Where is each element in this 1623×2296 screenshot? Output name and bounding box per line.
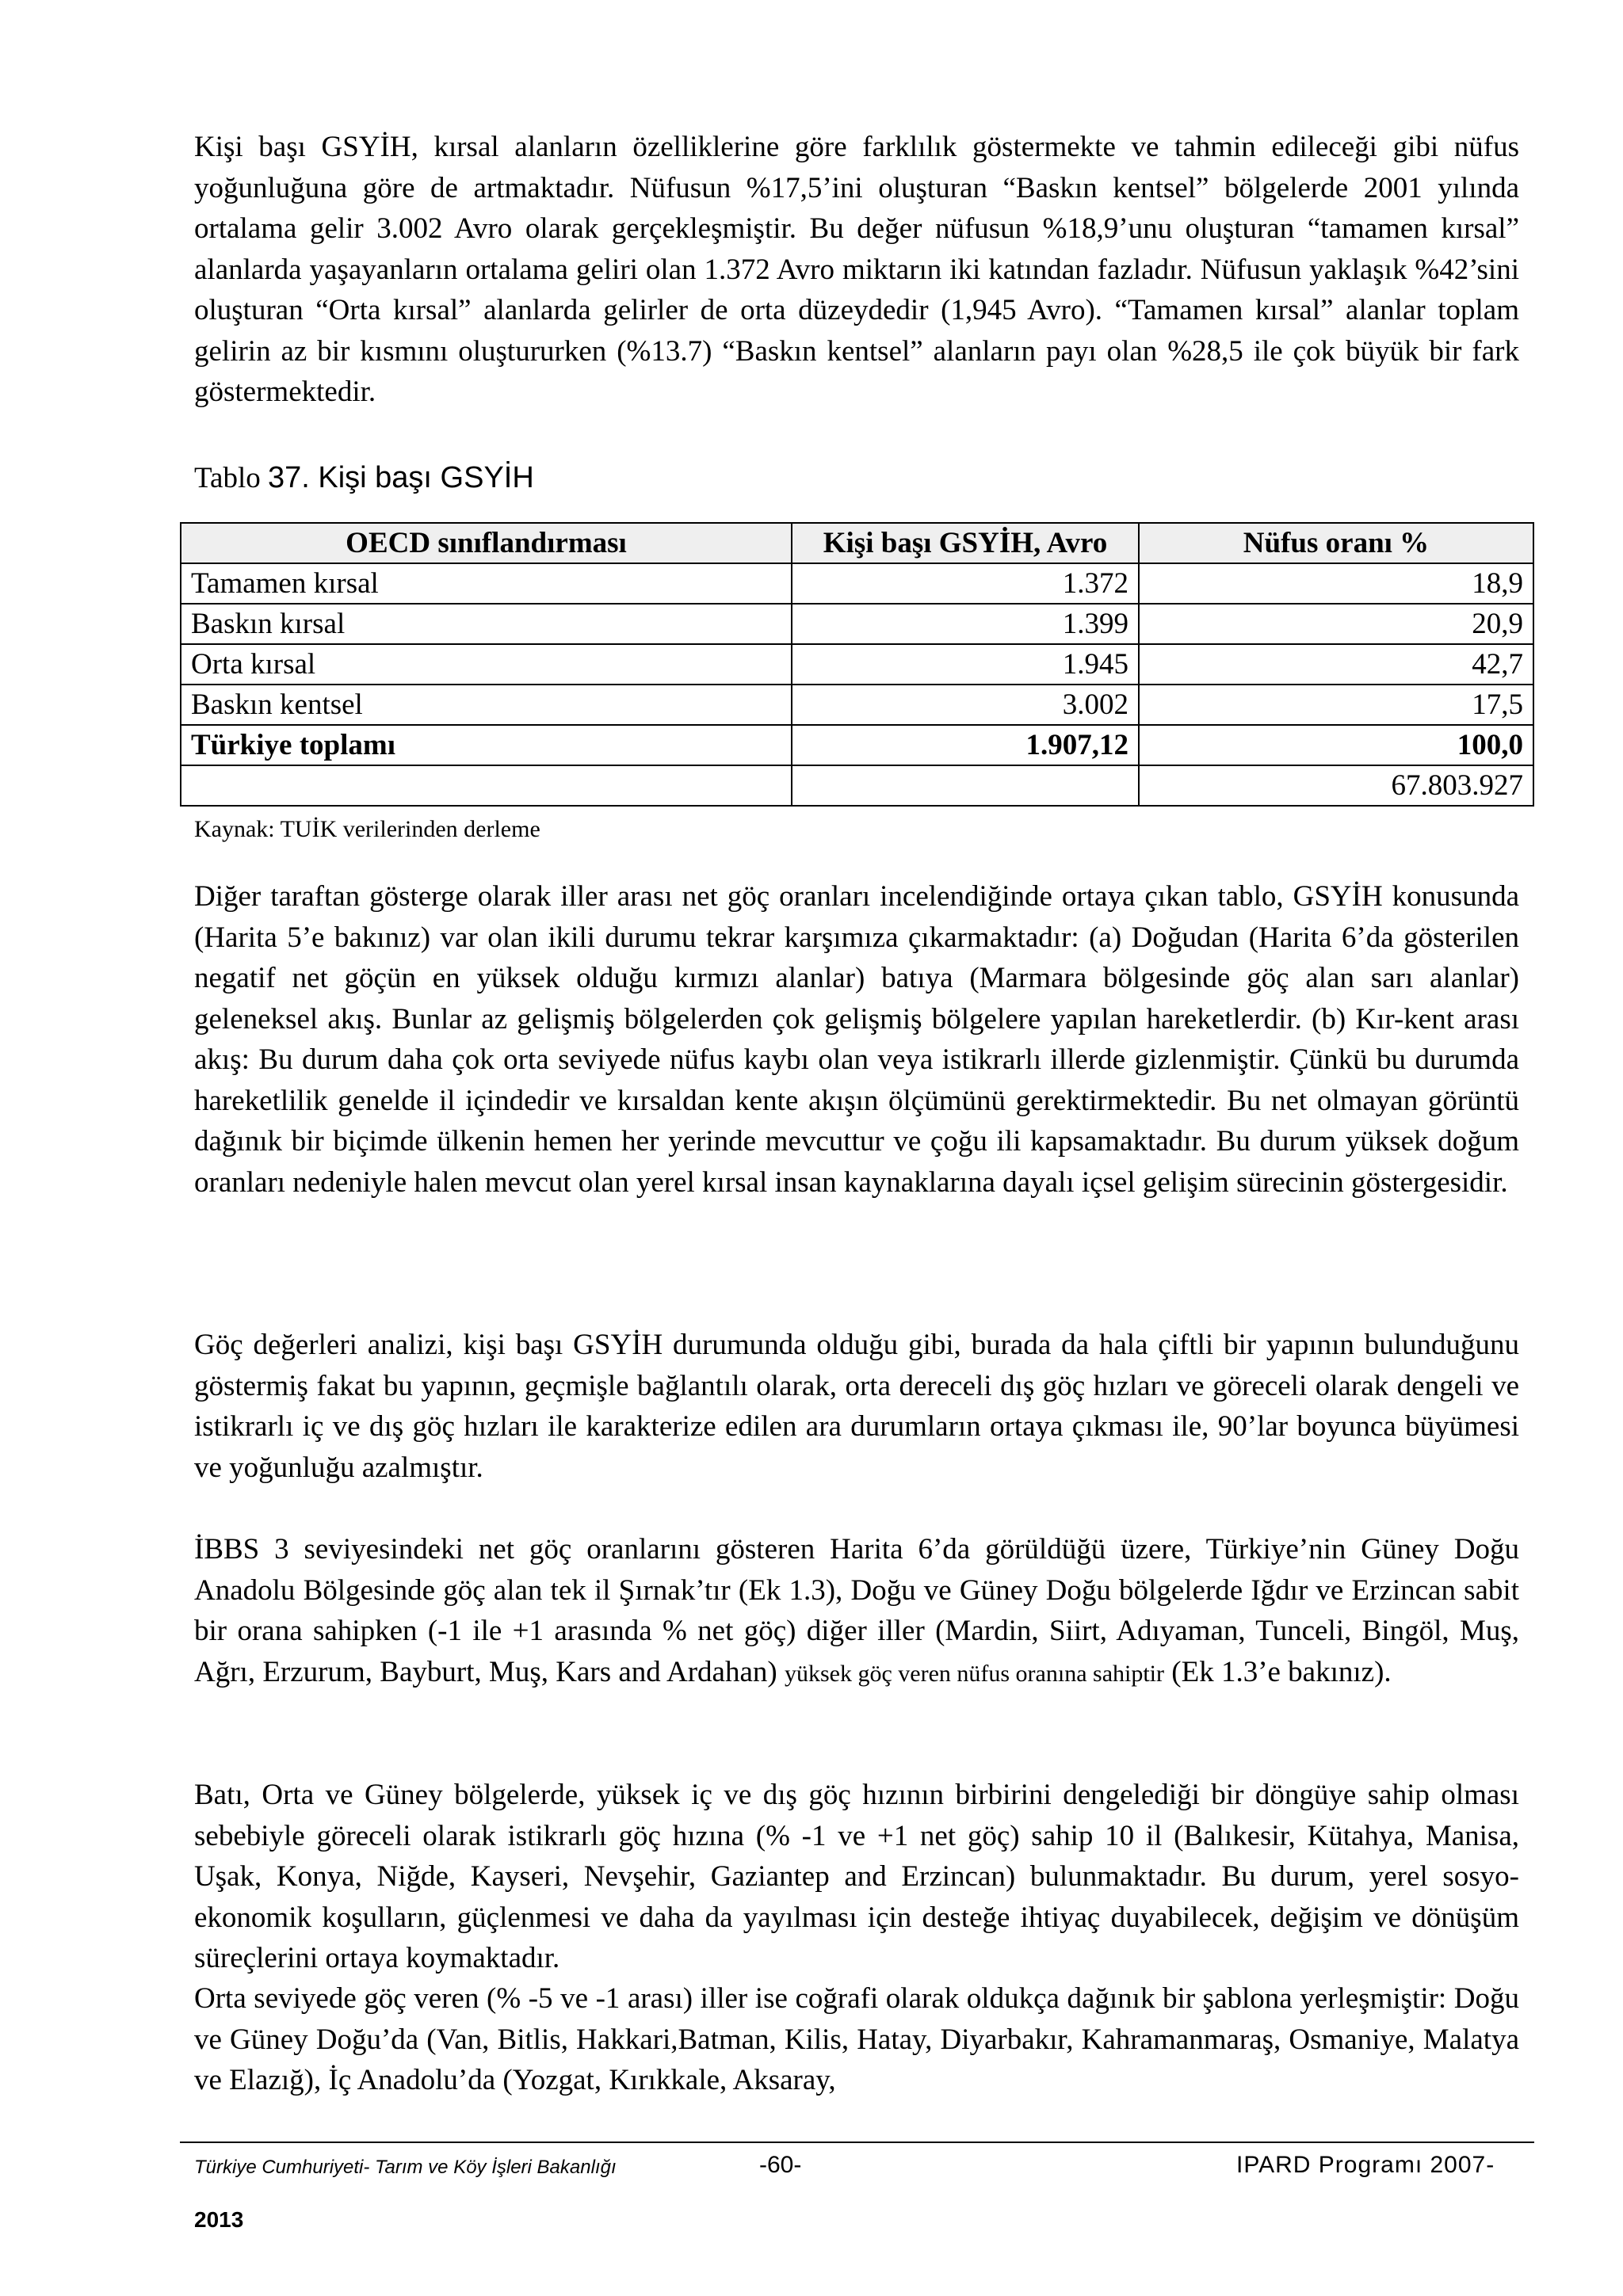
page-number: -60- (759, 2152, 802, 2178)
table-population-row (181, 765, 1533, 806)
table-row (181, 644, 1533, 685)
cell-gdp: 1.907,12 (792, 725, 1139, 765)
cell-population: 42,7 (1139, 644, 1533, 685)
table-total-row (181, 725, 1533, 765)
cell-gdp: 1.399 (792, 604, 1139, 644)
header-oecd: OECD sınıflandırması (181, 523, 792, 563)
gdp-table (180, 522, 1534, 807)
cell-population: 17,5 (1139, 685, 1533, 725)
paragraph-gdp-intro: Kişi başı GSYİH, kırsal alanların özelliklerine göre farklılık göstermekte ve tahmin edileceği gibi nüfus yoğunluğuna göre de artmaktadır. Nüfusun %17,5’ini oluşturan “Baskın kentsel” bölgelerde 2001 yılında ortalama gelir 3.002 Avro olarak gerçekleşmiştir. Bu değer nüfusun %18,9’unu oluşturan “tamamen kırsal” alanlarda yaşayanların ortalama geliri olan 1.372 Avro miktarın iki katından fazladır. Nüfusun yaklaşık %42’sini oluşturan “Orta kırsal” alanlarda gelirler de orta düzeydedir (1,945 Avro). “Tamamen kırsal” alanlar toplam gelirin az bir kısmını oluştururken (%13.7) “Baskın kentsel” alanların payı olan %28,5 ile çok büyük bir fark göstermektedir. (194, 131, 1519, 408)
caption-title: 37. Kişi başı GSYİH (267, 461, 534, 494)
table-row (181, 563, 1533, 604)
cell-population: 100,0 (1139, 725, 1533, 765)
table-row (181, 604, 1533, 644)
cell-category: Orta kırsal (181, 644, 792, 685)
footer-year: 2013 (194, 2207, 244, 2232)
p4-text: İBBS 3 seviyesindeki net göç oranlarını gösteren Harita 6’da görüldüğü üzere, Türkiye’nin Güney Doğu Anadolu Bölgesinde göç alan tek il Şırnak’tır (Ek 1.3), Doğu ve Güney Doğu bölgelerde Iğdır ve Erzincan sabit bir orana sahipken (-1 ile +1 arasında % net göç) diğer iller (Mardin, Siirt, Adıyaman, Tunceli, Bingöl, Muş, Ağrı, Erzurum, Bayburt, Muş, Kars and Ardahan) (194, 1533, 1519, 1688)
cell-category: Baskın kentsel (181, 685, 792, 725)
cell-category: Türkiye toplamı (181, 725, 792, 765)
cell-population: 20,9 (1139, 604, 1533, 644)
caption-prefix: Tablo (194, 462, 268, 494)
paragraph-migration: Diğer taraftan gösterge olarak iller arası net göç oranları incelendiğinde ortaya çıkan tablo, GSYİH konusunda (Harita 5’e bakınız) var olan ikili durumu tekrar karşımıza çıkarmaktadır: (a) Doğudan (Harita 6’da gösterilen negatif net göçün en yüksek olduğu kırmızı alanlar) batıya (Marmara bölgesinde göç alan sarı alanlar) geleneksel akış. Bunlar az gelişmiş bölgelerden çok gelişmiş bölgelere yapılan hareketlerdir. (b) Kır-kent arası akış: Bu durum daha çok orta seviyede nüfus kaybı olan veya istikrarlı illerde gizlenmiştir. Çünkü bu durumda hareketlilik genelde il içindedir ve kırsaldan kente akışın ölçümünü gerektirmektedir. Bu net olmayan görüntü dağınık bir biçimde ülkenin hemen her yerinde mevcuttur ve çoğu ili kapsamaktadır. Bu durum yüksek doğum oranları nedeniyle halen mevcut olan yerel kırsal insan kaynaklarına dayalı içsel gelişim sürecinin göstergesidir. (194, 880, 1519, 1199)
paragraph-medium-migration: Orta seviyede göç veren (% -5 ve -1 arası) iller ise coğrafi olarak oldukça dağınık bir şablona yerleşmiştir: Doğu ve Güney Doğu’da (Van, Bitlis, Hakkari,Batman, Kilis, Hatay, Diyarbakır, Kahramanmaraş, Osmaniye, Malatya ve Elazığ), İç Anadolu’da (Yozgat, Kırıkkale, Aksaray, (194, 1982, 1519, 2096)
table-row (181, 685, 1533, 725)
header-gdp: Kişi başı GSYİH, Avro (792, 523, 1139, 563)
paragraph-ibbs3 (194, 1529, 1519, 1694)
footer-program: IPARD Programı 2007- (1236, 2152, 1495, 2178)
header-population: Nüfus oranı % (1139, 523, 1533, 563)
cell-gdp: 3.002 (792, 685, 1139, 725)
paragraph-migration-analysis: Göç değerleri analizi, kişi başı GSYİH durumunda olduğu gibi, burada da hala çiftli bir yapının bulunduğunu göstermiş fakat bu yapının, geçmişle bağlantılı olarak, orta dereceli dış göç hızları ve göreceli olarak dengeli ve istikrarlı iç ve dış göç hızları ile karakterize edilen ara durumların ortaya çıkması ile, 90’lar boyunca büyümesi ve yoğunluğu azalmıştır. (194, 1329, 1519, 1484)
table-header-row (181, 523, 1533, 563)
cell-category: Tamamen kırsal (181, 563, 792, 604)
cell-empty (792, 765, 1139, 806)
footer-divider (180, 2142, 1534, 2143)
cell-population: 18,9 (1139, 563, 1533, 604)
cell-gdp: 1.945 (792, 644, 1139, 685)
p4-ref: (Ek 1.3’e bakınız). (1164, 1655, 1392, 1688)
cell-population-total: 67.803.927 (1139, 765, 1533, 806)
paragraph-stable-provinces: Batı, Orta ve Güney bölgelerde, yüksek iç ve dış göç hızının birbirini dengelediği bir döngüye sahip olması sebebiyle göreceli olarak istikrarlı göç hızına (% -1 ve +1 net göç) sahip 10 il (Balıkesir, Kütahya, Manisa, Uşak, Konya, Niğde, Kayseri, Nevşehir, Gaziantep and Erzincan) bulunmaktadır. Bu durum, yerel sosyo-ekonomik koşulların, güçlenmesi ve daha da yayılması için desteğe ihtiyaç duyabilecek, değişim ve dönüşüm süreçlerini ortaya koymaktadır. (194, 1779, 1519, 1974)
cell-empty (181, 765, 792, 806)
cell-gdp: 1.372 (792, 563, 1139, 604)
p4-small-text: yüksek göç veren nüfus oranına sahiptir (784, 1660, 1165, 1687)
table-source: Kaynak: TUİK verilerinden derleme (194, 816, 540, 842)
table-caption (194, 461, 534, 495)
footer-ministry: Türkiye Cumhuriyeti- Tarım ve Köy İşleri Bakanlığı (194, 2157, 617, 2178)
cell-category: Baskın kırsal (181, 604, 792, 644)
